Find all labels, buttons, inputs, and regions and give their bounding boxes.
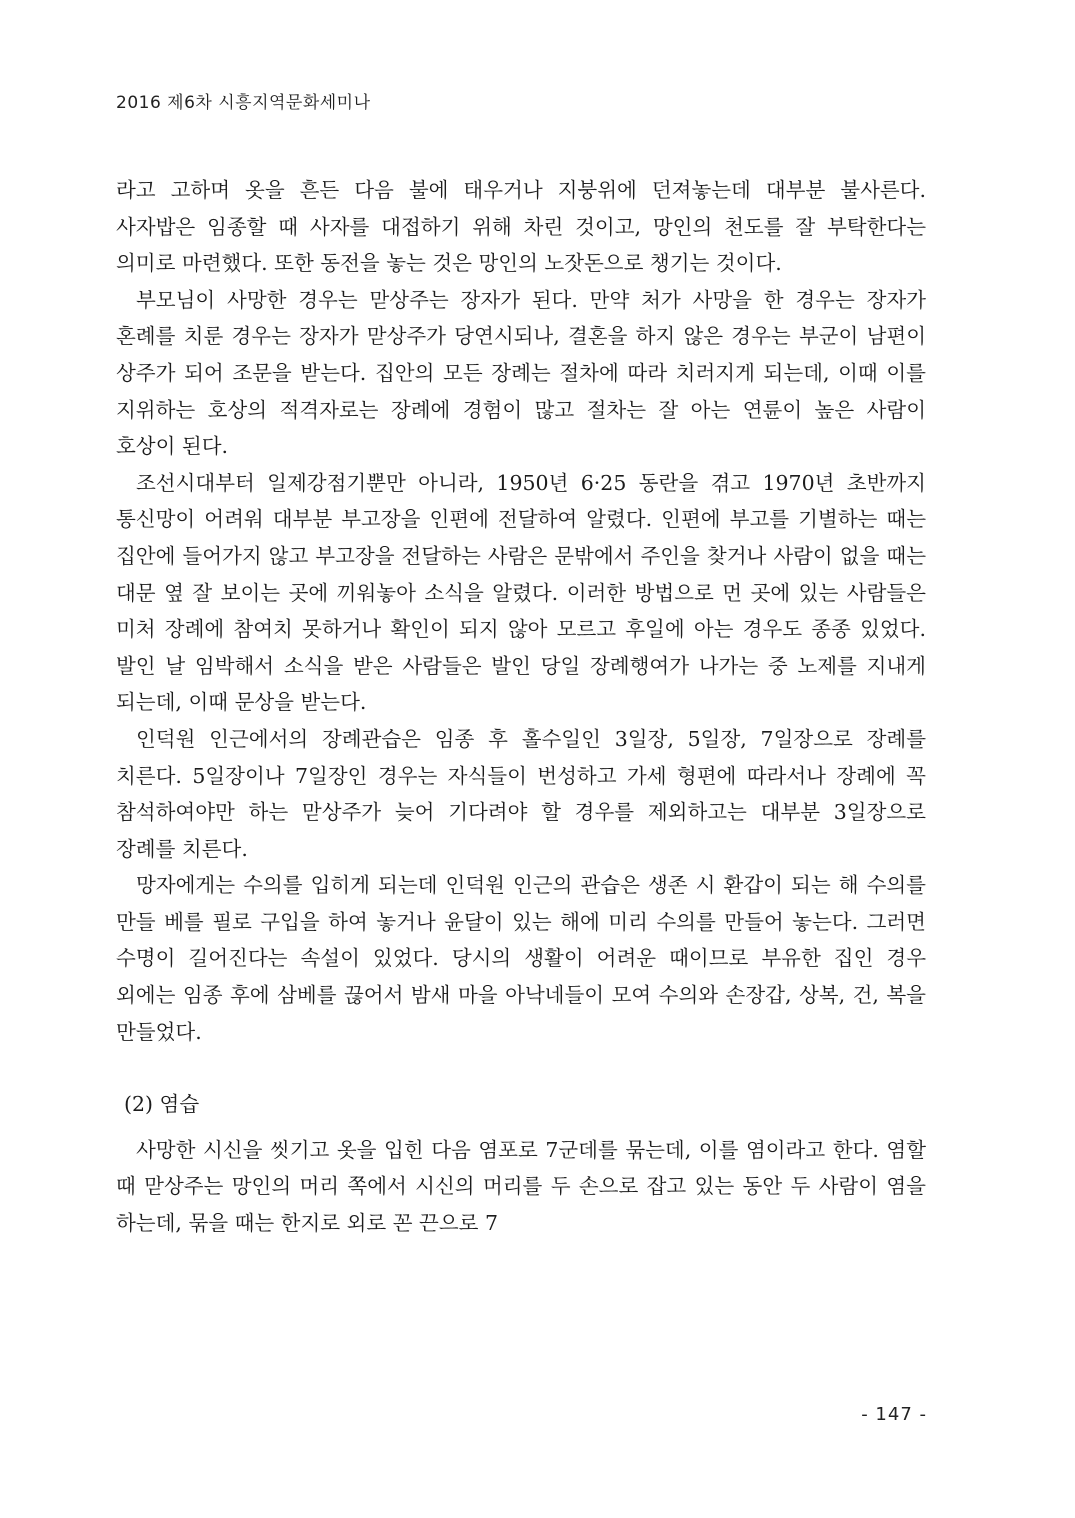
page-number: - 147 - bbox=[861, 1404, 927, 1425]
running-header: 2016 제6차 시흥지역문화세미나 bbox=[116, 93, 371, 113]
section-heading-yeomseup: (2) 염습 bbox=[124, 1092, 200, 1117]
document-body bbox=[116, 172, 926, 1242]
paragraph-obituary-delivery: 조선시대부터 일제강점기뿐만 아니라, 1950년 6·25 동란을 겪고 1970년 초반까지 통신망이 어려워 대부분 부고장을 인편에 전달하여 알렸다. 인편에 부고를 기별하는 때는 집안에 들어가지 않고 부고장을 전달하는 사람은 문밖에서 주인을 찾거나 사람이 없을 때는 대문 옆 잘 보이는 곳에 끼워놓아 소식을 알렸다. 이러한 방법으로 먼 곳에 있는 사람들은 미처 장례에 참여치 못하거나 확인이 되지 않아 모르고 후일에 아는 경우도 종종 있었다. 발인 날 임박해서 소식을 받은 사람들은 발인 당일 장례행여가 나가는 중 노제를 지내게 되는데, 이때 문상을 받는다. bbox=[116, 470, 926, 715]
paragraph-yeomseup: 사망한 시신을 씻기고 옷을 입힌 다음 염포로 7군데를 묶는데, 이를 염이라고 한다. 염할 때 맏상주는 망인의 머리 쪽에서 시신의 머리를 두 손으로 잡고 있는 동안 두 사람이 염을 하는데, 묶을 때는 한지로 외로 꼰 끈으로 7 bbox=[116, 1137, 926, 1236]
paragraph-continuation: 라고 고하며 옷을 흔든 다음 불에 태우거나 지붕위에 던져놓는데 대부분 불사른다. 사자밥은 임종할 때 사자를 대접하기 위해 차린 것이고, 망인의 천도를 잘 부탁한다는 의미로 마련했다. 또한 동전을 놓는 것은 망인의 노잣돈으로 챙기는 것이다. bbox=[116, 178, 926, 276]
paragraph-chief-mourner: 부모님이 사망한 경우는 맏상주는 장자가 된다. 만약 처가 사망을 한 경우는 장자가 혼례를 치룬 경우는 장자가 맏상주가 당연시되나, 결혼을 하지 않은 경우는 부군이 남편이 상주가 되어 조문을 받는다. 집안의 모든 장례는 절차에 따라 치러지게 되는데, 이때 이를 지위하는 호상의 적격자로는 장례에 경험이 많고 절차는 잘 아는 연륜이 높은 사람이 호상이 된다. bbox=[116, 287, 926, 459]
paragraph-shroud: 망자에게는 수의를 입히게 되는데 인덕원 인근의 관습은 생존 시 환갑이 되는 해 수의를 만들 베를 필로 구입을 하여 놓거나 윤달이 있는 해에 미리 수의를 만들어 놓는다. 그러면 수명이 길어진다는 속설이 있었다. 당시의 생활이 어려운 때이므로 부유한 집인 경우 외에는 임종 후에 삼베를 끊어서 밤새 마을 아낙네들이 모여 수의와 손장갑, 상복, 건, 복을 만들었다. bbox=[116, 873, 926, 1044]
paragraph-funeral-days: 인덕원 인근에서의 장례관습은 임종 후 홀수일인 3일장, 5일장, 7일장으로 장례를 치른다. 5일장이나 7일장인 경우는 자식들이 번성하고 가세 형편에 따라서나 장례에 꼭 참석하여야만 하는 맏상주가 늦어 기다려야 할 경우를 제외하고는 대부분 3일장으로 장례를 치른다. bbox=[116, 726, 926, 861]
